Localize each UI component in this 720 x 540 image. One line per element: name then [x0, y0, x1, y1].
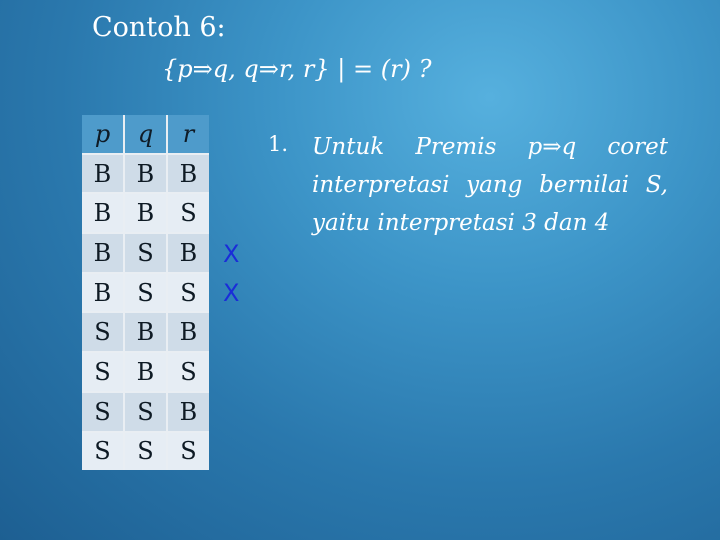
list-item	[268, 128, 680, 242]
header-r: r	[167, 115, 209, 154]
table-row	[82, 273, 209, 313]
truth-table	[82, 115, 209, 470]
table-row	[82, 154, 209, 194]
list-item-number: 1.	[268, 132, 289, 156]
table-cell: S	[82, 392, 124, 432]
table-cell: S	[82, 432, 124, 471]
table-cell: S	[167, 432, 209, 471]
table-row	[82, 352, 209, 392]
table-header-row	[82, 115, 209, 154]
table-cell: S	[124, 432, 167, 471]
table-cell: B	[82, 273, 124, 313]
table-cell: B	[82, 233, 124, 273]
table-cell: B	[124, 312, 167, 352]
table-cell: S	[167, 352, 209, 392]
table-cell: B	[167, 233, 209, 273]
table-cell: S	[124, 233, 167, 273]
list-item-text: Untuk Premis p⇒q coret interpretasi yang bernilai S, yaitu interpretasi 3 dan 4	[312, 134, 668, 236]
table-row	[82, 233, 209, 273]
table-cell: S	[167, 193, 209, 233]
header-q: q	[124, 115, 167, 154]
table-cell: B	[82, 193, 124, 233]
table-cell: B	[124, 352, 167, 392]
slide-title: Contoh 6:	[92, 12, 226, 43]
header-p: p	[82, 115, 124, 154]
table-cell: B	[124, 193, 167, 233]
table-row	[82, 312, 209, 352]
strike-mark-row-3: X	[223, 240, 240, 268]
slide-subtitle: {p⇒q, q⇒r, r} | = (r) ?	[162, 55, 432, 83]
table-cell: S	[82, 352, 124, 392]
table-cell: B	[167, 392, 209, 432]
table-cell: B	[82, 154, 124, 194]
table-cell: S	[167, 273, 209, 313]
table-row	[82, 193, 209, 233]
table-cell: S	[124, 273, 167, 313]
table-row	[82, 392, 209, 432]
strike-mark-row-4: X	[223, 279, 240, 307]
table-cell: S	[124, 392, 167, 432]
table-row	[82, 432, 209, 471]
explanation-list	[268, 128, 680, 242]
table-cell: B	[167, 312, 209, 352]
table-cell: S	[82, 312, 124, 352]
table-cell: B	[124, 154, 167, 194]
table-cell: B	[167, 154, 209, 194]
